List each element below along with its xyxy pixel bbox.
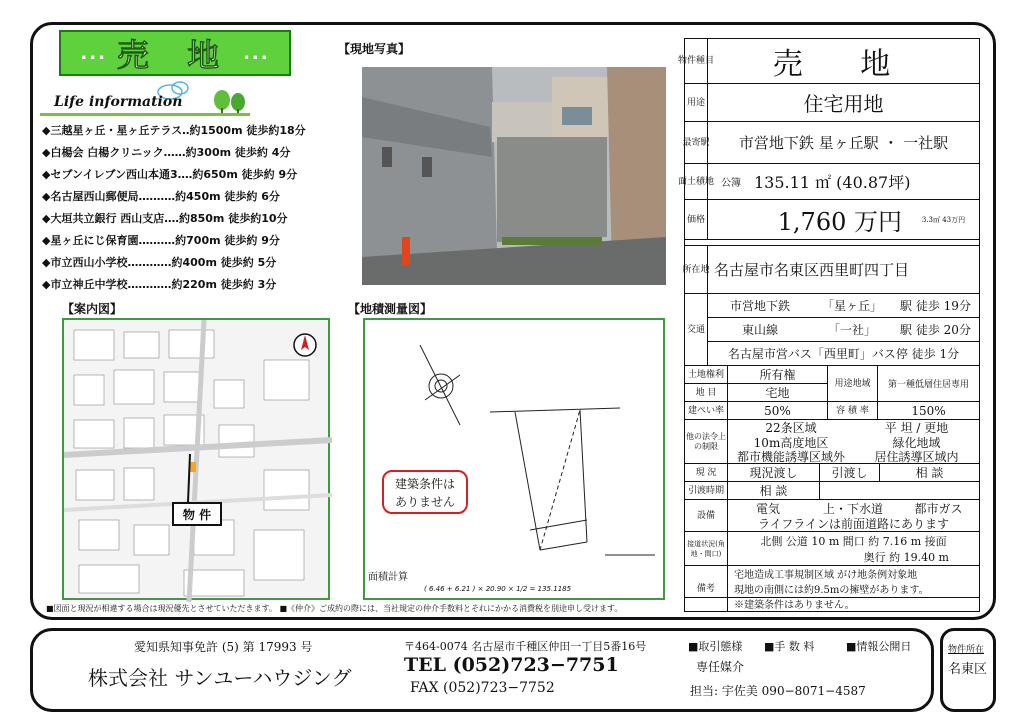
access-line: 市営地下鉄 bbox=[708, 294, 812, 318]
fee-heading: ■手 数 料 bbox=[764, 640, 815, 653]
access-walk: 駅 徒歩 19分 bbox=[892, 294, 980, 318]
type-label: 物件種目 bbox=[684, 38, 708, 84]
remarks-item: 宅地造成工事規制区域 がけ地条例対象地 bbox=[728, 566, 980, 581]
photo-heading: 【現地写真】 bbox=[338, 42, 411, 56]
station-value: 市営地下鉄 星ヶ丘駅 ・ 一社駅 bbox=[708, 122, 980, 164]
site-photo bbox=[362, 67, 666, 285]
remarks-item: 現地の南側には約9.5mの擁壁があります。 bbox=[728, 581, 980, 596]
status-label: 現 況 bbox=[684, 464, 728, 482]
banner-dots-left: ... bbox=[80, 42, 107, 64]
other-label: 他の法令上の制限 bbox=[684, 420, 728, 464]
region-value: 名東区 bbox=[948, 662, 988, 677]
address-label: 所在地 bbox=[684, 246, 708, 294]
area-label: 面土積地 bbox=[684, 164, 708, 200]
other-item: 都市機能誘導区域外 bbox=[728, 450, 854, 464]
access-line: 東山線 bbox=[708, 318, 812, 342]
tel-text: TEL (052)723−7751 bbox=[404, 654, 619, 676]
access-bus: 名古屋市営バス「西里町」バス停 徒歩 1分 bbox=[708, 342, 980, 366]
bcr-label: 建ぺい率 bbox=[684, 402, 728, 420]
facility-item: 電気 bbox=[755, 501, 780, 516]
poi-item: ◆大垣共立銀行 西山支店‥‥約850m 徒歩約10分 bbox=[42, 212, 288, 225]
other-item: 緑化地域 bbox=[854, 435, 980, 450]
info-date-heading: ■情報公開日 bbox=[846, 640, 912, 653]
facility-label: 設備 bbox=[684, 500, 728, 532]
region-label: 物件所在 bbox=[948, 645, 985, 655]
banner-dots-right: ... bbox=[243, 42, 270, 64]
building-condition-box bbox=[382, 470, 468, 514]
poi-item: ◆名古屋西山郵便局‥‥‥‥‥約450m 徒歩約 6分 bbox=[42, 190, 280, 203]
area-value: 135.11 ㎡ (40.87坪) bbox=[754, 164, 980, 200]
facility-item: 上・下水道 bbox=[822, 501, 883, 516]
remarks-label: 備考 bbox=[684, 566, 728, 612]
poi-item: ◆セブンイレブン西山本通3‥‥約650m 徒歩約 9分 bbox=[42, 168, 298, 181]
use-label: 用途 bbox=[684, 84, 708, 122]
access-stop: 「星ヶ丘」 bbox=[812, 294, 892, 318]
bcr-value: 50% bbox=[728, 402, 828, 420]
handover-label: 引渡し bbox=[820, 464, 880, 482]
life-info-underline bbox=[40, 113, 250, 116]
access-stop: 「一社」 bbox=[812, 318, 892, 342]
condition-line1: 建築条件は bbox=[394, 477, 455, 491]
address-text: 〒464-0074 名古屋市千種区仲田一丁目5番16号 bbox=[404, 640, 647, 653]
poi-item: ◆星ヶ丘にじ保育園‥‥‥‥‥約700m 徒歩約 9分 bbox=[42, 234, 280, 247]
banner-title: 売 地 bbox=[116, 36, 234, 74]
north-arrow-icon bbox=[292, 332, 318, 358]
land-label: 地 目 bbox=[684, 384, 728, 402]
land-value: 宅地 bbox=[728, 384, 828, 402]
survey-calc-label: 面積計算 bbox=[368, 572, 408, 583]
road-line2: 奥行 約 19.40 m bbox=[728, 549, 980, 566]
price-value: 1,760 万円 bbox=[708, 200, 908, 240]
area-kind: 公簿 bbox=[708, 164, 754, 200]
other-item: 平 坦 / 更地 bbox=[854, 420, 980, 435]
deal-value: 専任媒介 bbox=[696, 660, 745, 674]
map-heading: 【案内図】 bbox=[62, 302, 123, 316]
poi-item: ◆市立西山小学校‥‥‥‥‥‥約400m 徒歩約 5分 bbox=[42, 256, 277, 269]
access-walk: 駅 徒歩 20分 bbox=[892, 318, 980, 342]
type-value: 売 地 bbox=[708, 38, 980, 84]
other-item: 10m高度地区 bbox=[753, 436, 829, 450]
far-value: 150% bbox=[878, 402, 980, 420]
rights-value: 所有権 bbox=[728, 366, 828, 384]
price-label: 価格 bbox=[684, 200, 708, 240]
sale-banner bbox=[59, 30, 291, 76]
poi-item: ◆白楊会 白楊クリニック‥‥‥約300m 徒歩約 4分 bbox=[42, 146, 291, 159]
other-item: 居住誘導区域内 bbox=[854, 450, 980, 464]
rights-label: 土地権利 bbox=[684, 366, 728, 384]
notice-text: ■図面と現況が相違する場合は現況優先とさせていただきます。 ■《仲介》ご成約の際には、当社規定の仲介手数料とそれにかかる消費税を別途申し受けます。 bbox=[46, 604, 623, 613]
access-label: 交通 bbox=[684, 294, 708, 366]
survey-heading: 【地積測量図】 bbox=[348, 302, 433, 316]
poi-item: ◆市立神丘中学校‥‥‥‥‥‥約220m 徒歩約 3分 bbox=[42, 278, 277, 291]
facility-item: 都市ガス bbox=[898, 500, 980, 516]
contact-text: 担当: 宇佐美 090−8071−4587 bbox=[690, 684, 866, 698]
timing-label: 引渡時期 bbox=[684, 482, 728, 500]
road-label: 接道状況(角地・間口) bbox=[684, 532, 728, 566]
license-text: 愛知県知事免許 (5) 第 17993 号 bbox=[134, 640, 313, 654]
address-value: 名古屋市名東区西里町四丁目 bbox=[708, 246, 980, 294]
fax-text: FAX (052)723−7752 bbox=[410, 680, 555, 696]
road-line1: 北側 公道 10 m 間口 約 7.16 m 接面 bbox=[728, 532, 980, 549]
poi-item: ◆三越星ヶ丘・星ヶ丘テラス‥約1500m 徒歩約18分 bbox=[42, 124, 306, 137]
survey-drawing bbox=[363, 318, 665, 600]
timing-blank bbox=[820, 482, 980, 500]
other-item: 22条区域 bbox=[765, 421, 817, 435]
lifeline-note: ライフラインは前面道路にあります bbox=[728, 516, 980, 532]
zoning-label: 用途地域 bbox=[828, 366, 878, 402]
deal-heading: ■取引態様 bbox=[688, 640, 743, 653]
use-value: 住宅用地 bbox=[708, 84, 980, 122]
condition-line2: ありません bbox=[394, 495, 455, 509]
status-value: 現況渡し bbox=[728, 464, 820, 482]
price-unit: 3.3㎡ 43万円 bbox=[908, 200, 980, 240]
far-label: 容 積 率 bbox=[828, 402, 878, 420]
survey-formula: ( 6.46 + 6.21 ) × 20.90 × 1/2 = 135.1185 bbox=[424, 585, 572, 593]
property-marker: 物 件 bbox=[172, 502, 222, 526]
handover-value: 相 談 bbox=[880, 464, 980, 482]
zoning-value: 第一種低層住居専用 bbox=[878, 366, 980, 402]
life-info-title: Life information bbox=[54, 94, 183, 110]
station-label: 最寄駅 bbox=[684, 122, 708, 164]
company-name: 株式会社 サンユーハウジング bbox=[88, 666, 352, 690]
timing-value: 相 談 bbox=[728, 482, 820, 500]
remarks-item: ※建築条件はありません。 bbox=[728, 596, 980, 612]
